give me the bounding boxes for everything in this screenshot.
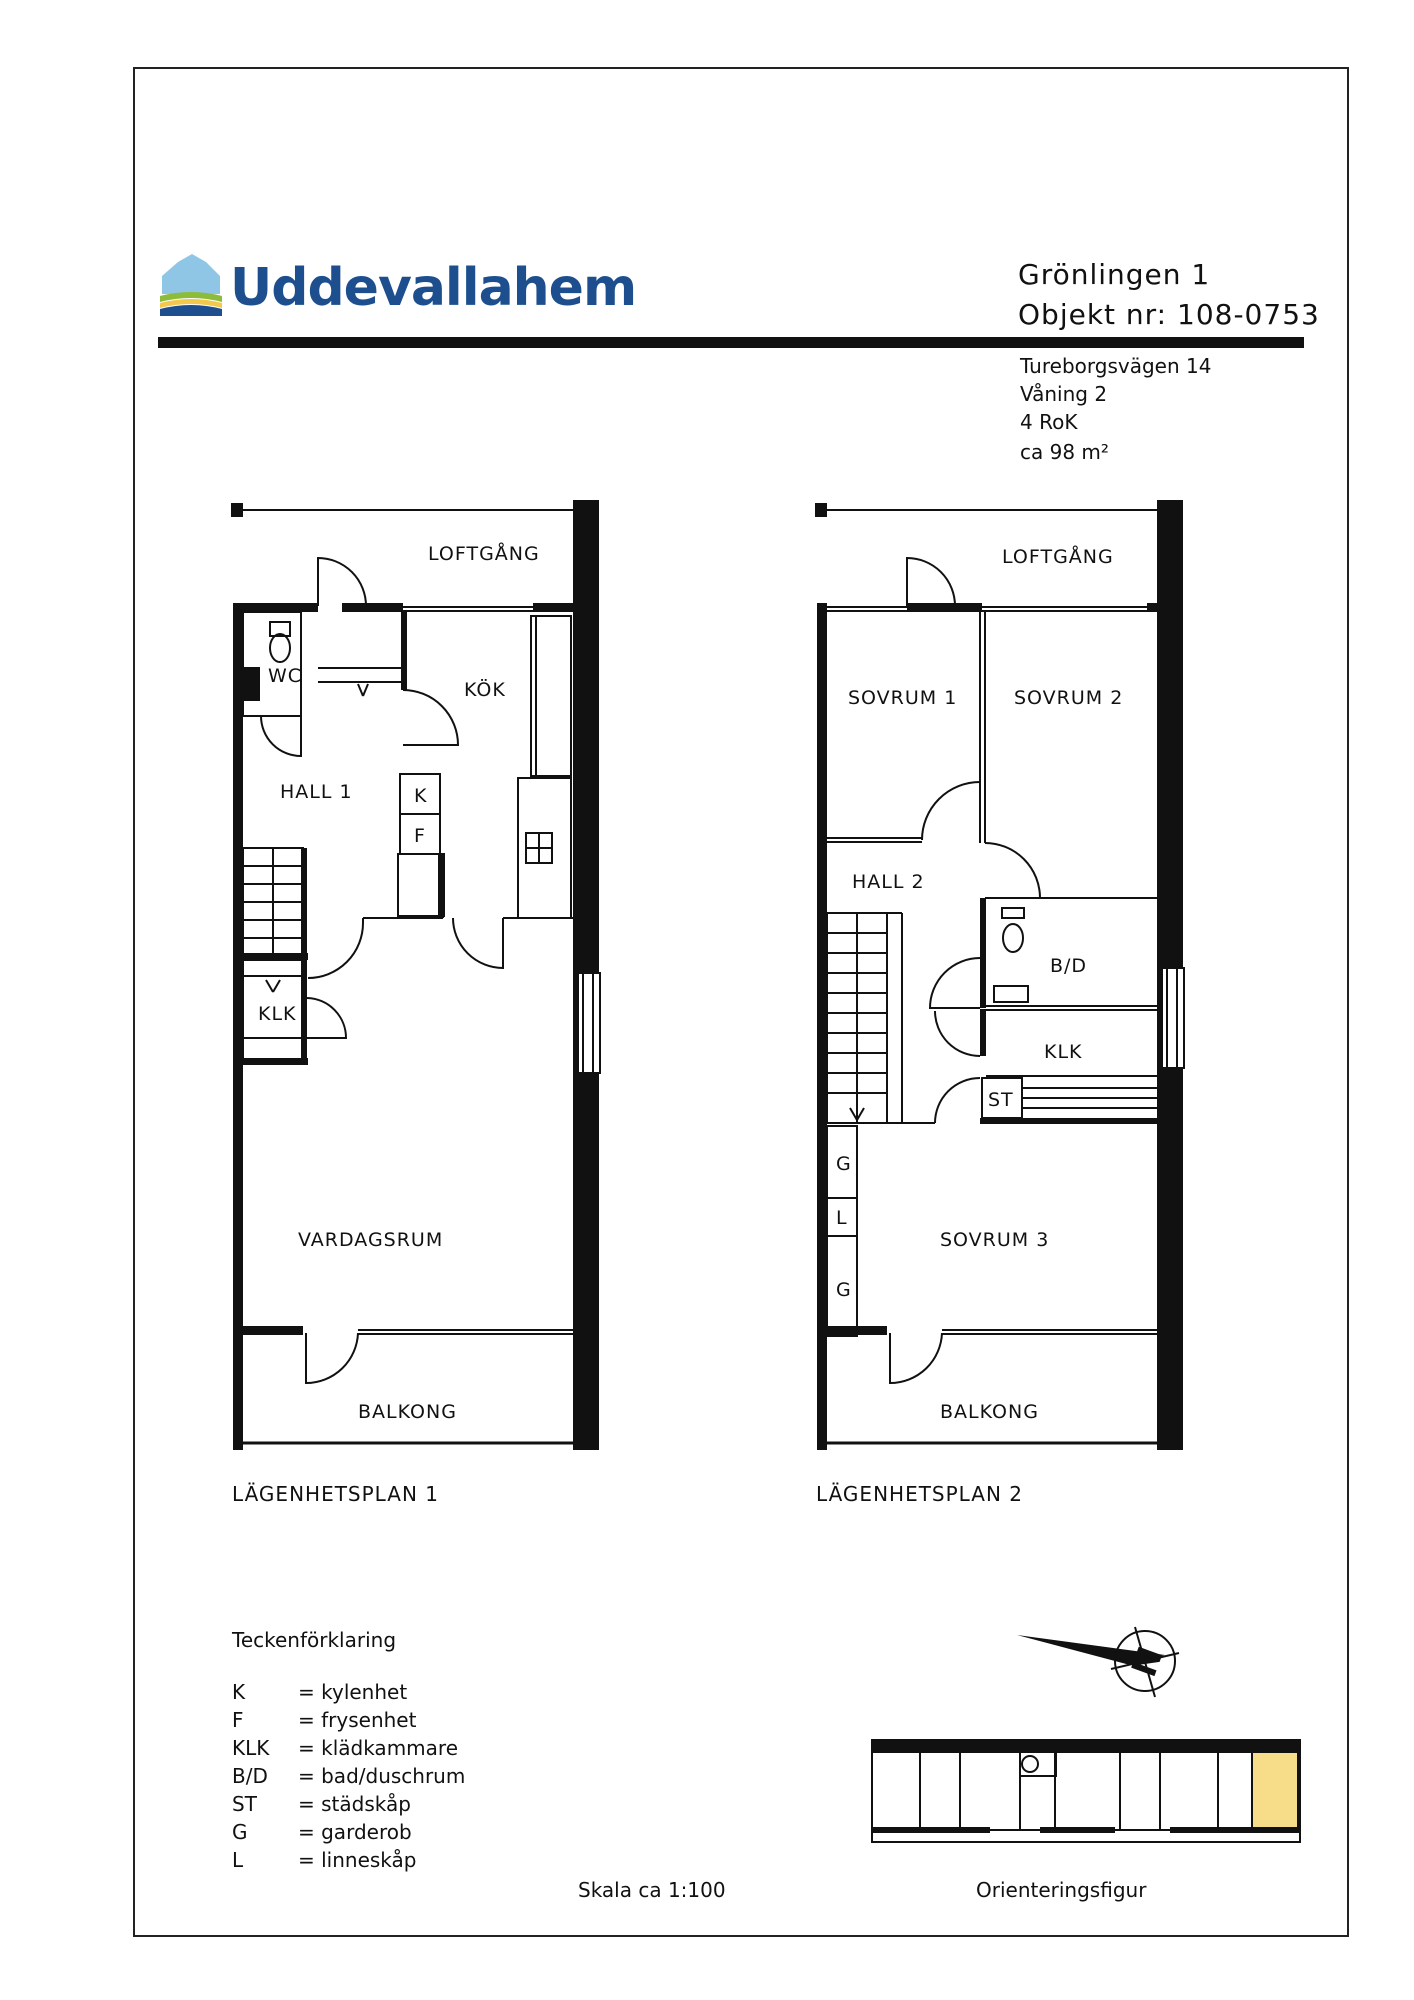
- room-wc: WC: [268, 665, 303, 687]
- closet-st: ST: [988, 1089, 1014, 1111]
- room-hall-2: HALL 2: [852, 871, 925, 893]
- legend-row: K = kylenhet: [232, 1680, 408, 1704]
- room-sovrum2: SOVRUM 2: [1014, 687, 1124, 709]
- floor: Våning 2: [1020, 382, 1108, 406]
- linen-l: L: [836, 1207, 848, 1229]
- room-loftgang: LOFTGÅNG: [428, 543, 540, 565]
- legend-row: G = garderob: [232, 1820, 412, 1844]
- room-balkong: BALKONG: [358, 1401, 457, 1423]
- brand-name: Uddevallahem: [230, 258, 637, 318]
- room-loftgang-2: LOFTGÅNG: [1002, 546, 1114, 568]
- object-number: Objekt nr: 108-0753: [1018, 298, 1320, 331]
- north-arrow-icon: [1015, 1615, 1195, 1715]
- address: Tureborgsvägen 14: [1020, 354, 1212, 378]
- room-klk: KLK: [258, 1003, 297, 1025]
- legend-title: Teckenförklaring: [232, 1628, 397, 1652]
- plan1-caption: LÄGENHETSPLAN 1: [232, 1482, 440, 1506]
- header-rule: [158, 337, 1304, 348]
- room-bd: B/D: [1050, 955, 1088, 977]
- fridge-label: K: [414, 785, 428, 807]
- scale-label: Skala ca 1:100: [578, 1878, 726, 1902]
- orientation-figure: [870, 1738, 1304, 1848]
- legend-row: KLK = klädkammare: [232, 1736, 458, 1760]
- legend-row: L = linneskåp: [232, 1848, 417, 1872]
- rooms-count: 4 RoK: [1020, 410, 1078, 434]
- brand-logo: [158, 252, 637, 322]
- property-name: Grönlingen 1: [1018, 258, 1211, 291]
- north-letter: N: [1124, 1641, 1172, 1683]
- room-vardagsrum: VARDAGSRUM: [298, 1229, 444, 1251]
- orientation-caption: Orienteringsfigur: [976, 1878, 1147, 1902]
- plan2-caption: LÄGENHETSPLAN 2: [816, 1482, 1024, 1506]
- wardrobe-g1: G: [836, 1153, 852, 1175]
- legend-row: B/D = bad/duschrum: [232, 1764, 466, 1788]
- legend-row: ST = städskåp: [232, 1792, 411, 1816]
- room-sovrum3: SOVRUM 3: [940, 1229, 1050, 1251]
- room-sovrum1: SOVRUM 1: [848, 687, 958, 709]
- room-hall: HALL 1: [280, 781, 353, 803]
- floor-plan-1: [228, 498, 608, 1458]
- legend-row: F = frysenhet: [232, 1708, 417, 1732]
- floor-plan-2: [812, 498, 1192, 1458]
- room-balkong-2: BALKONG: [940, 1401, 1039, 1423]
- freezer-label: F: [414, 825, 426, 847]
- area: ca 98 m²: [1020, 440, 1109, 464]
- room-kok: KÖK: [464, 679, 506, 701]
- room-klk-2: KLK: [1044, 1041, 1083, 1063]
- wardrobe-g2: G: [836, 1279, 852, 1301]
- logo-house-icon: [158, 252, 224, 318]
